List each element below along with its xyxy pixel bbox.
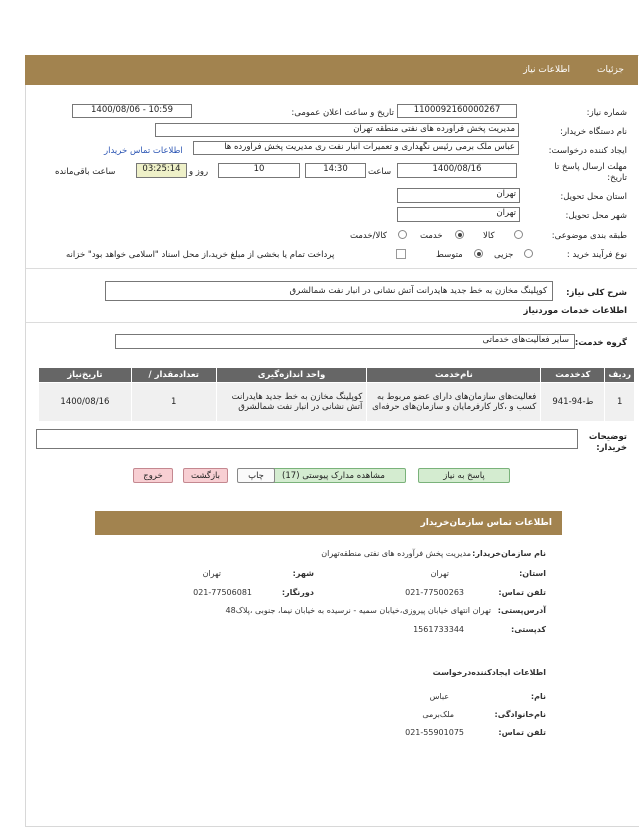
announce-value: 1400/08/06 - 10:59 bbox=[72, 104, 192, 118]
col-header: تعدادمقدار / bbox=[131, 368, 216, 383]
announce-label: تاریخ و ساعت اعلان عمومی: bbox=[291, 108, 394, 118]
buyer-contact-link[interactable]: اطلاعات تماس خریدار bbox=[104, 146, 183, 156]
creator-family-label: نام‌خانوادگی: bbox=[494, 710, 546, 719]
col-header: کدخدمت bbox=[541, 368, 605, 383]
view-documents-button[interactable]: مشاهده مدارک پیوستی (17) bbox=[261, 468, 406, 483]
creator-phone: 021-55901075 bbox=[405, 728, 464, 737]
deadline-time-label: ساعت bbox=[368, 167, 392, 177]
contact-province-label: استان: bbox=[519, 569, 546, 578]
contact-phone-label: تلفن تماس: bbox=[498, 588, 546, 597]
radio-goods-label: کالا bbox=[483, 231, 495, 241]
services-table bbox=[38, 367, 635, 422]
contact-address: تهران انتهای خیابان پیروزی،خیابان سمیه - نرسیده به خیابان نیما، جنوبی ،پلاک48 bbox=[225, 606, 491, 615]
col-header: تاریخ‌نیاز bbox=[39, 368, 132, 383]
creator-name: عباس bbox=[429, 692, 449, 701]
creator-heading: اطلاعات ایجادکننده‌درخواست bbox=[432, 668, 546, 677]
radio-goods-service[interactable] bbox=[398, 230, 407, 239]
cell-service-code: ط-94-941 bbox=[541, 383, 605, 422]
services-heading: اطلاعات خدمات موردنیاز bbox=[523, 306, 627, 316]
process-label: نوع فرآیند خرید : bbox=[566, 250, 627, 260]
radio-medium[interactable] bbox=[474, 249, 483, 258]
payment-note: پرداخت تمام یا بخشی از مبلغ خرید،از محل اسناد "اسلامی خواهد بود" خزانه bbox=[66, 250, 335, 260]
contact-address-label: آدرس‌پستی: bbox=[497, 606, 546, 615]
cell-service-name: فعالیت‌های سازمان‌های دارای عضو مربوط به کسب و ،کار کارفرمایان و سازمان‌های حرفه‌ای bbox=[367, 383, 541, 422]
buyer-notes-label: توضیحات خریدار: bbox=[588, 432, 627, 453]
city-value: تهران bbox=[397, 207, 520, 222]
radio-partial-label: جزیی bbox=[494, 250, 514, 260]
exit-button[interactable]: خروج bbox=[133, 468, 173, 483]
contact-org-label: نام سازمان‌خریدار: bbox=[472, 549, 546, 558]
table-row bbox=[39, 383, 635, 422]
buyer-org-label: نام دستگاه خریدار: bbox=[560, 127, 627, 137]
contact-phone: 021-77500263 bbox=[405, 588, 464, 597]
contact-city-label: شهر: bbox=[292, 569, 314, 578]
creator-phone-label: تلفن تماس: bbox=[498, 728, 546, 737]
summary-label: شرح کلی نیاز: bbox=[566, 288, 627, 298]
creator-family: ملک‌برمی bbox=[422, 710, 454, 719]
cell-row-number: 1 bbox=[605, 383, 635, 422]
radio-goods-service-label: کالا/خدمت bbox=[350, 231, 387, 241]
col-header: ردیف bbox=[605, 368, 635, 383]
service-group-value: سایر فعالیت‌های خدماتی bbox=[115, 334, 575, 349]
category-label: طبقه بندی موضوعی: bbox=[551, 231, 627, 241]
contact-fax-label: دورنگار: bbox=[281, 588, 314, 597]
contact-fax: 021-77506081 bbox=[193, 588, 252, 597]
days-label: روز و bbox=[189, 167, 209, 177]
days-value: 10 bbox=[218, 163, 300, 178]
need-number-value: 1100092160000267 bbox=[397, 104, 517, 118]
contact-province: تهران bbox=[430, 569, 449, 578]
deadline-time: 14:30 bbox=[305, 163, 366, 178]
cell-quantity: 1 bbox=[131, 383, 216, 422]
col-header: واحد اندازه‌گیری bbox=[216, 368, 367, 383]
deadline-label: مهلت ارسال پاسخ تا تاریخ: bbox=[554, 162, 627, 183]
divider bbox=[26, 322, 637, 323]
need-number-label: شماره نیاز: bbox=[586, 108, 627, 118]
service-group-label: گروه خدمت: bbox=[574, 338, 627, 348]
creator-name-label: نام: bbox=[530, 692, 546, 701]
radio-service-label: خدمت bbox=[420, 231, 443, 241]
province-value: تهران bbox=[397, 188, 520, 203]
creator-label: ایجاد کننده درخواست: bbox=[548, 146, 627, 156]
radio-partial[interactable] bbox=[524, 249, 533, 258]
cell-unit: کوپلینگ مخازن به خط جدید هایدرانت آتش نشانی در انبار نفت شمالشرق bbox=[216, 383, 367, 422]
remaining-time: 03:25:14 bbox=[136, 163, 187, 178]
divider bbox=[26, 268, 637, 269]
contact-header-bar bbox=[95, 511, 562, 535]
treasury-payment-checkbox[interactable] bbox=[396, 249, 406, 259]
contact-postal: 1561733344 bbox=[413, 625, 464, 634]
reply-button[interactable]: پاسخ به نیاز bbox=[418, 468, 510, 483]
contact-title: اطلاعات تماس سازمان‌خریدار bbox=[420, 518, 552, 528]
radio-service[interactable] bbox=[455, 230, 464, 239]
province-label: استان محل تحویل: bbox=[560, 192, 627, 202]
tab-need-info[interactable]: اطلاعات نیاز bbox=[523, 65, 570, 75]
deadline-date: 1400/08/16 bbox=[397, 163, 517, 178]
radio-goods[interactable] bbox=[514, 230, 523, 239]
contact-city: تهران bbox=[202, 569, 221, 578]
contact-org: مدیریت پخش فرآورده های نفتی منطقه‌تهران bbox=[321, 549, 471, 558]
header-bar bbox=[25, 55, 638, 85]
tab-details[interactable]: جزئیات bbox=[597, 65, 624, 75]
cell-need-date: 1400/08/16 bbox=[39, 383, 132, 422]
contact-postal-label: کدپستی: bbox=[511, 625, 546, 634]
creator-value: عباس ملک برمی رئیس نگهداری و تعمیرات انبار نفت ری مدیریت پخش فرآورده ها bbox=[193, 141, 519, 155]
summary-text: کوپلینگ مخازن به خط جدید هایدرانت آتش نشانی در انبار نفت شمالشرق bbox=[105, 281, 553, 301]
remaining-label: ساعت باقی‌مانده bbox=[55, 167, 116, 177]
col-header: نام‌خدمت bbox=[367, 368, 541, 383]
print-button[interactable]: چاپ bbox=[237, 468, 275, 483]
buyer-org-value: مدیریت پخش فرآورده های نفتی منطقه تهران bbox=[155, 123, 519, 137]
buyer-notes-field bbox=[36, 429, 578, 449]
radio-medium-label: متوسط bbox=[436, 250, 463, 260]
city-label: شهر محل تحویل: bbox=[565, 211, 627, 221]
back-button[interactable]: بازگشت bbox=[183, 468, 228, 483]
